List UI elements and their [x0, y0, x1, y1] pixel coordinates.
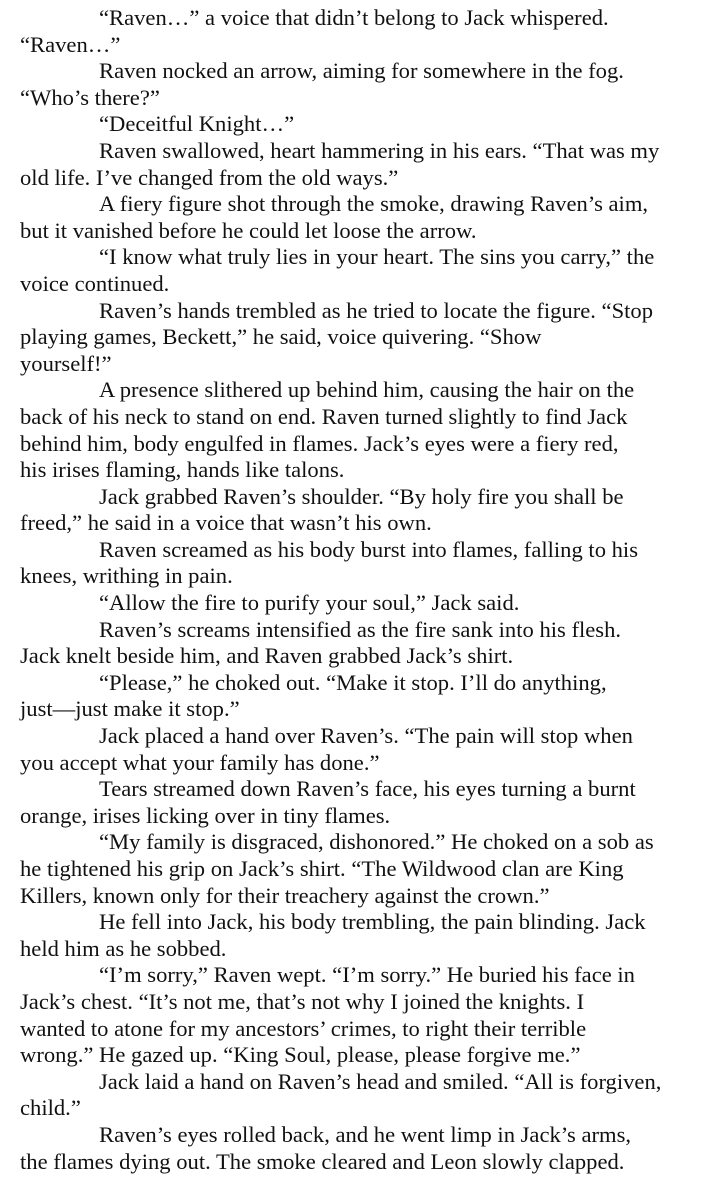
text-line: Raven nocked an arrow, aiming for somewhere in the fog. — [99, 58, 624, 84]
text-line: Killers, known only for their treachery against the crown.” — [20, 882, 550, 908]
text-line: held him as he sobbed. — [20, 935, 227, 961]
text-line: Jack’s chest. “It’s not me, that’s not why I joined the knights. I — [20, 988, 585, 1014]
text-line: Raven swallowed, heart hammering in his ears. “That was my — [99, 137, 660, 163]
text-line: freed,” he said in a voice that wasn’t his own. — [20, 510, 432, 536]
text-line: “I’m sorry,” Raven wept. “I’m sorry.” He buried his face in — [99, 962, 635, 988]
text-line: Jack placed a hand over Raven’s. “The pain will stop when — [99, 723, 633, 749]
text-line: child.” — [20, 1095, 81, 1121]
text-line: “Allow the fire to purify your soul,” Jack said. — [99, 590, 520, 616]
text-line: Raven screamed as his body burst into flames, falling to his — [99, 536, 639, 562]
text-line: knees, writhing in pain. — [20, 563, 233, 589]
text-line: playing games, Beckett,” he said, voice quivering. “Show — [20, 324, 542, 350]
text-line: Jack laid a hand on Raven’s head and smiled. “All is forgiven, — [99, 1068, 662, 1094]
text-line: “Please,” he choked out. “Make it stop. I’ll do anything, — [99, 669, 607, 695]
text-line: you accept what your family has done.” — [20, 749, 380, 775]
text-line: just—just make it stop.” — [20, 696, 240, 722]
text-line: yourself!” — [20, 350, 112, 376]
text-line: Jack grabbed Raven’s shoulder. “By holy fire you shall be — [99, 483, 624, 509]
text-line: old life. I’ve changed from the old ways.” — [20, 164, 399, 190]
text-line: wrong.” He gazed up. “King Soul, please, please forgive me.” — [20, 1042, 581, 1068]
text-line: Jack knelt beside him, and Raven grabbed Jack’s shirt. — [20, 643, 514, 669]
text-line: voice continued. — [20, 270, 170, 296]
text-line: “Deceitful Knight…” — [99, 111, 295, 137]
story-text — [20, 5, 709, 1175]
text-line: Raven’s screams intensified as the fire sank into his flesh. — [99, 616, 622, 642]
text-line: “My family is disgraced, dishonored.” He choked on a sob as — [99, 829, 654, 855]
text-line: Raven’s hands trembled as he tried to locate the figure. “Stop — [99, 297, 654, 323]
text-line: orange, irises licking over in tiny flames. — [20, 802, 391, 828]
text-line: the flames dying out. The smoke cleared and Leon slowly clapped. — [20, 1148, 625, 1174]
text-line: “Who’s there?” — [20, 84, 160, 110]
text-line: “Raven…” — [20, 31, 121, 57]
text-line: “I know what truly lies in your heart. The sins you carry,” the — [99, 244, 655, 270]
text-line: Raven’s eyes rolled back, and he went limp in Jack’s arms, — [99, 1121, 632, 1147]
text-line: wanted to atone for my ancestors’ crimes, to right their terrible — [20, 1015, 587, 1041]
text-line: he tightened his grip on Jack’s shirt. “The Wildwood clan are King — [20, 856, 624, 881]
text-line: but it vanished before he could let loose the arrow. — [20, 217, 477, 243]
text-line: his irises flaming, hands like talons. — [20, 457, 345, 483]
text-line: A fiery figure shot through the smoke, drawing Raven’s aim, — [99, 191, 649, 217]
text-line: He fell into Jack, his body trembling, the pain blinding. Jack — [99, 909, 646, 935]
text-line: A presence slithered up behind him, causing the hair on the — [99, 377, 635, 403]
text-line: “Raven…” a voice that didn’t belong to Jack whispered. — [99, 5, 609, 30]
text-line: behind him, body engulfed in flames. Jack’s eyes were a fiery red, — [20, 430, 619, 456]
text-line: back of his neck to stand on end. Raven turned slightly to find Jack — [20, 403, 628, 429]
text-line: Tears streamed down Raven’s face, his eyes turning a burnt — [99, 776, 636, 802]
